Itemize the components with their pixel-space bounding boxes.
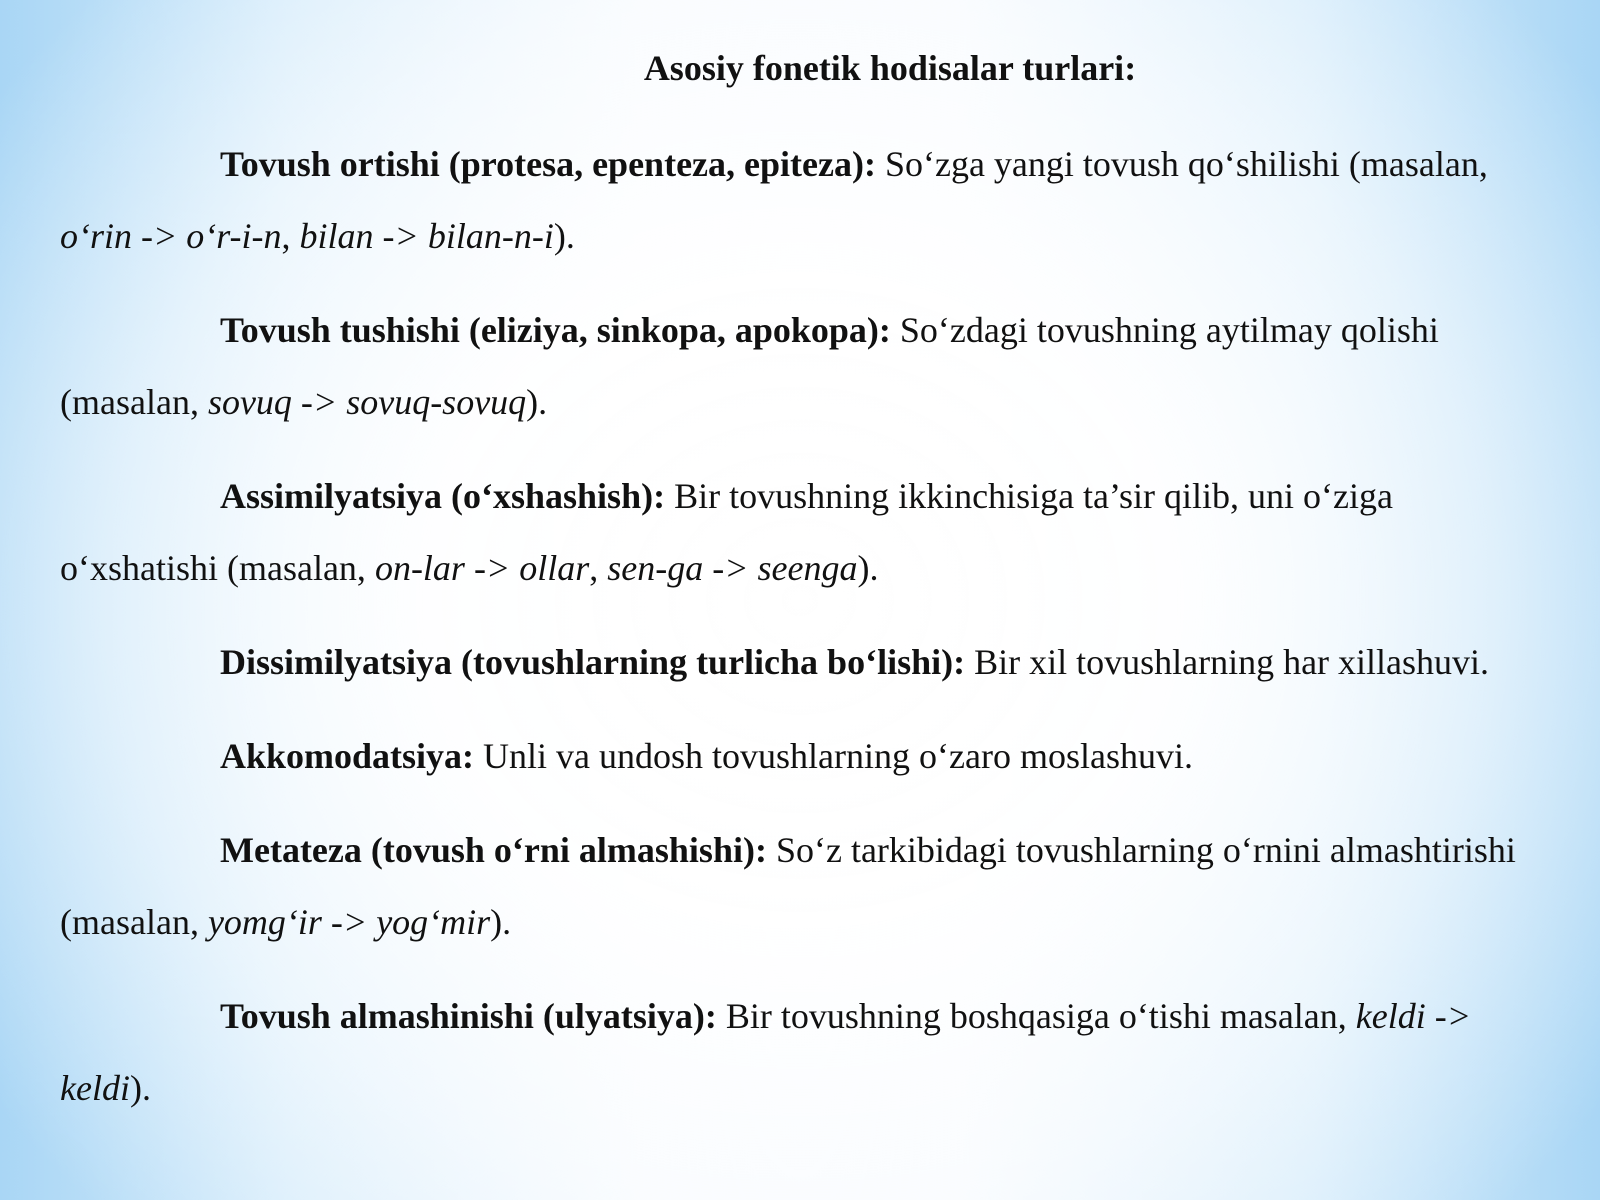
phenomenon-definition: So‘zdagi tovushning aytilmay qolishi (masalan, bbox=[60, 310, 1439, 422]
phenomenon-definition: So‘z tarkibidagi tovushlarning o‘rnini almashtirishi (masalan, bbox=[60, 830, 1516, 942]
phenomenon-tail: ). bbox=[526, 382, 548, 422]
phenomenon-term: Tovush almashinishi (ulyatsiya): bbox=[220, 996, 717, 1036]
example-text: bilan -> bilan-n-i bbox=[299, 216, 554, 256]
example-separator: , bbox=[281, 216, 300, 256]
phenomenon-tail: ). bbox=[490, 902, 512, 942]
phenomenon-definition: So‘zga yangi tovush qo‘shilishi (masalan, bbox=[875, 144, 1488, 184]
phenomenon-item bbox=[60, 980, 1540, 1124]
phenomenon-tail: ). bbox=[129, 1068, 151, 1108]
phenomenon-definition: Bir xil tovushlarning har xillashuvi. bbox=[965, 642, 1490, 682]
phenomenon-item bbox=[60, 720, 1540, 792]
phenomenon-item bbox=[60, 814, 1540, 958]
example-text: o‘rin -> o‘r-i-n bbox=[60, 216, 282, 256]
phenomenon-tail: ). bbox=[857, 548, 879, 588]
phenomenon-item bbox=[60, 460, 1540, 604]
phenomenon-term: Tovush ortishi (protesa, epenteza, epiteza): bbox=[220, 144, 876, 184]
example-text: sovuq -> sovuq-sovuq bbox=[207, 382, 527, 422]
example-text: yomg‘ir -> yog‘mir bbox=[207, 902, 491, 942]
slide-title: Asosiy fonetik hodisalar turlari: bbox=[643, 48, 1137, 88]
example-text: sen-ga -> seenga bbox=[607, 548, 858, 588]
example-text: on-lar -> ollar bbox=[374, 548, 590, 588]
phenomenon-term: Assimilyatsiya (o‘xshashish): bbox=[220, 476, 666, 516]
phenomenon-item bbox=[60, 626, 1540, 698]
phenomenon-definition: Unli va undosh tovushlarning o‘zaro moslashuvi. bbox=[474, 736, 1193, 776]
phenomena-list bbox=[60, 128, 1540, 1146]
example-text: keldi -> keldi bbox=[60, 996, 1472, 1108]
phenomenon-definition: Bir tovushning boshqasiga o‘tishi masalan, bbox=[716, 996, 1356, 1036]
phenomenon-definition: Bir tovushning ikkinchisiga ta’sir qilib, uni o‘ziga o‘xshatishi (masalan, bbox=[60, 476, 1393, 588]
phenomenon-term: Tovush tushishi (eliziya, sinkopa, apokopa): bbox=[220, 310, 891, 350]
phenomenon-term: Dissimilyatsiya (tovushlarning turlicha bo‘lishi): bbox=[220, 642, 966, 682]
phenomenon-tail: ). bbox=[553, 216, 575, 256]
example-separator: , bbox=[589, 548, 608, 588]
phenomenon-term: Metateza (tovush o‘rni almashishi): bbox=[220, 830, 767, 870]
phenomenon-term: Akkomodatsiya: bbox=[220, 736, 475, 776]
phenomenon-item bbox=[60, 294, 1540, 438]
phenomenon-item bbox=[60, 128, 1540, 272]
